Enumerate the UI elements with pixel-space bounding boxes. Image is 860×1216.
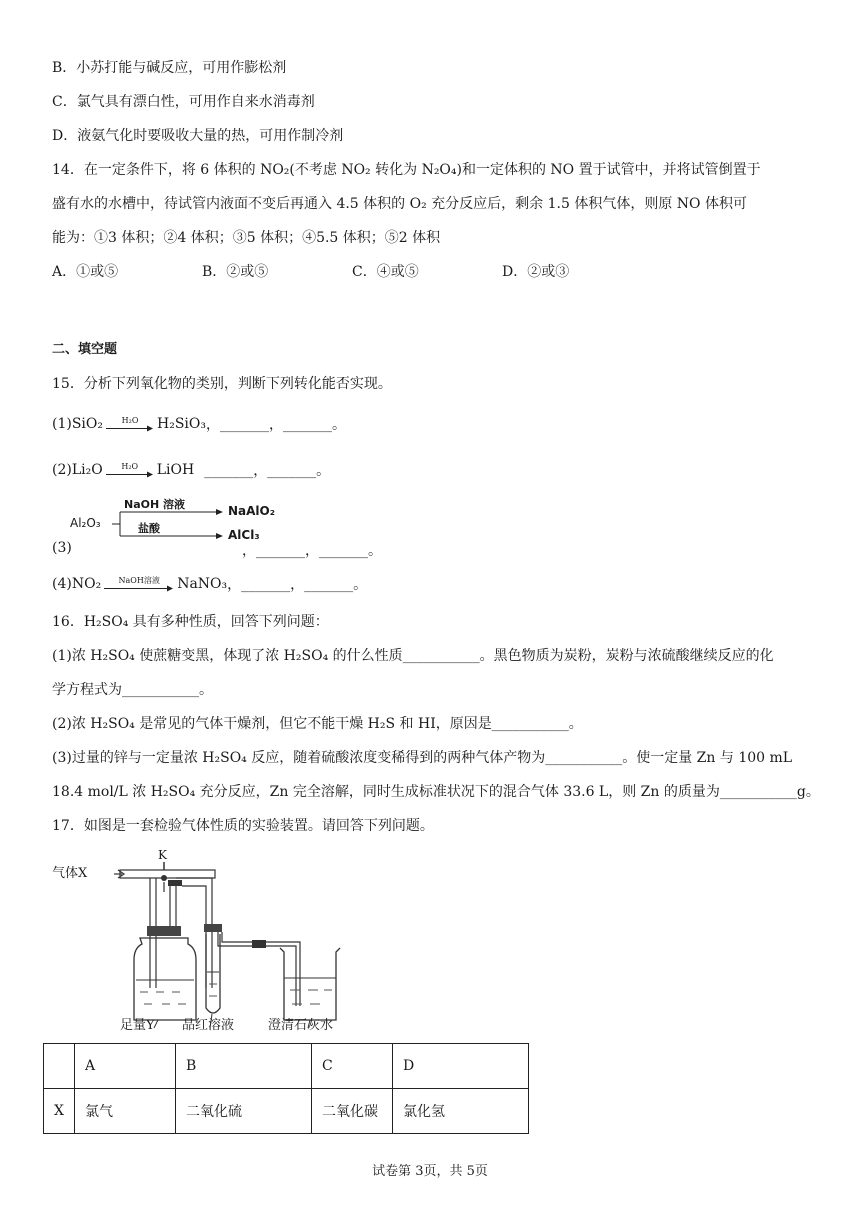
q15-eq3-lower-condition: 盐酸 [138,522,160,535]
q15-eq2-label: (2) [52,462,72,478]
q15-eq2-arrow [106,463,154,478]
q15-eq1-product: H₂SiO₃ [157,416,206,432]
table-cell: B [175,1044,311,1089]
q15-eq3-upper-condition: NaOH 溶液 [124,498,186,511]
label-gas-x: 气体X [52,866,88,881]
q15-eq2-condition: H₂O [121,461,139,471]
q14-stem-line1: 14．在一定条件下，将 6 体积的 NO₂(不考虑 NO₂ 转化为 N₂O₄)和一定体积的 NO 置于试管中，并将试管倒置于 [52,162,761,178]
q15-eq3-lower-product: AlCl₃ [228,528,260,542]
q15-eq1-blanks: ，_______，_______。 [206,417,346,433]
q15-eq3-reactant: Al₂O₃ [70,516,101,530]
q17-stem: 17．如图是一套检验气体性质的实验装置。请回答下列问题。 [52,818,434,834]
table-cell: 二氧化硫 [175,1089,311,1134]
label-beaker-solution: 澄清石灰水 [268,1018,334,1033]
q15-eq4 [52,570,367,598]
q15-eq3-blanks: ，_______，_______。 [242,543,382,559]
table-cell: 氯化氢 [392,1089,528,1134]
table-cell: C [311,1044,392,1089]
q14-stem-line2: 盛有水的水槽中，待试管内液面不变后再通入 4.5 体积的 O₂ 充分反应后，剩余 1.5 体积气体，则原 NO 体积可 [52,196,747,212]
q15-eq1-condition: H₂O [121,415,139,425]
q15-eq2-blanks: _______，_______。 [204,463,331,479]
q15-eq1 [52,410,346,438]
q15-eq4-arrow [104,577,174,592]
q15-eq2-reactant: Li₂O [71,462,103,478]
q16-part1-line2: 学方程式为___________。 [52,682,213,698]
q17-apparatus-diagram [52,848,352,1033]
label-bottle-y: 足量Y [120,1018,155,1033]
q15-eq1-reactant: SiO₂ [71,416,104,432]
q15-eq3-upper-product: NaAlO₂ [228,504,275,518]
q14-option-d: D．②或③ [502,264,570,280]
q16-part1-line1: (1)浓 H₂SO₄ 使蔗糖变黑，体现了浓 H₂SO₄ 的什么性质___________。黑色物质为炭粉，炭粉与浓硫酸继续反应的化 [52,648,774,664]
q14-options [52,262,752,282]
q15-eq4-condition: NaOH溶液 [118,575,160,585]
q13-option-d: D．液氨气化时要吸收大量的热，可用作制冷剂 [52,128,344,144]
table-row [44,1089,529,1134]
q15-eq1-arrow [106,417,154,432]
q15-eq1-label: (1) [52,416,72,432]
q15-eq4-blanks: ，_______，_______。 [227,577,368,593]
q14-option-b: B．②或⑤ [202,264,269,280]
reaction-arrow-icon [106,425,154,432]
page-footer: 试卷第 3页，共 5页 [372,1164,488,1179]
reaction-arrow-icon [104,585,174,592]
label-tube-solution: 品红溶液 [182,1018,235,1033]
q13-option-b: B．小苏打能与碱反应，可用作膨松剂 [52,60,287,76]
table-cell [44,1044,75,1089]
q15-eq3 [52,496,412,560]
section-title: 二、填空题 [52,342,118,357]
q15-eq4-reactant: NO₂ [71,576,102,592]
table-cell: 二氧化碳 [311,1089,392,1134]
table-cell: 氯气 [74,1089,175,1134]
label-valve-k: K [158,848,167,862]
q15-stem: 15．分析下列氧化物的类别，判断下列转化能否实现。 [52,376,392,392]
q13-option-c: C．氯气具有漂白性，可用作自来水消毒剂 [52,94,315,110]
q15-eq2 [52,456,330,484]
q14-option-c: C．④或⑤ [352,264,419,280]
q14-stem-line3: 能为：①3 体积；②4 体积；③5 体积；④5.5 体积；⑤2 体积 [52,230,441,246]
q16-stem: 16．H₂SO₄ 具有多种性质，回答下列问题： [52,614,329,630]
table-row [44,1044,529,1089]
reaction-arrow-icon [106,471,154,478]
table-cell: D [392,1044,528,1089]
table-cell: A [74,1044,175,1089]
q16-part2: (2)浓 H₂SO₄ 是常见的气体干燥剂，但它不能干燥 H₂S 和 HI，原因是___________。 [52,716,583,732]
q15-eq4-label: (4) [52,576,72,592]
apparatus-figure [52,848,352,1033]
table-cell: X [44,1089,75,1134]
q15-eq2-product: LiOH [156,462,195,478]
q15-eq3-label: (3) [52,540,72,556]
q16-part3-line2: 18.4 mol/L 浓 H₂SO₄ 充分反应，Zn 完全溶解，同时生成标准状况下的混合气体 33.6 L，则 Zn 的质量为___________g。 [52,784,820,800]
q14-option-a: A．①或⑤ [52,264,119,280]
q16-part3-line1: (3)过量的锌与一定量浓 H₂SO₄ 反应，随着硫酸浓度变稀得到的两种气体产物为___________。使一定量 Zn 与 100 mL [52,750,793,766]
q15-eq4-product: NaNO₃ [177,576,228,592]
q17-options-table [43,1043,529,1134]
